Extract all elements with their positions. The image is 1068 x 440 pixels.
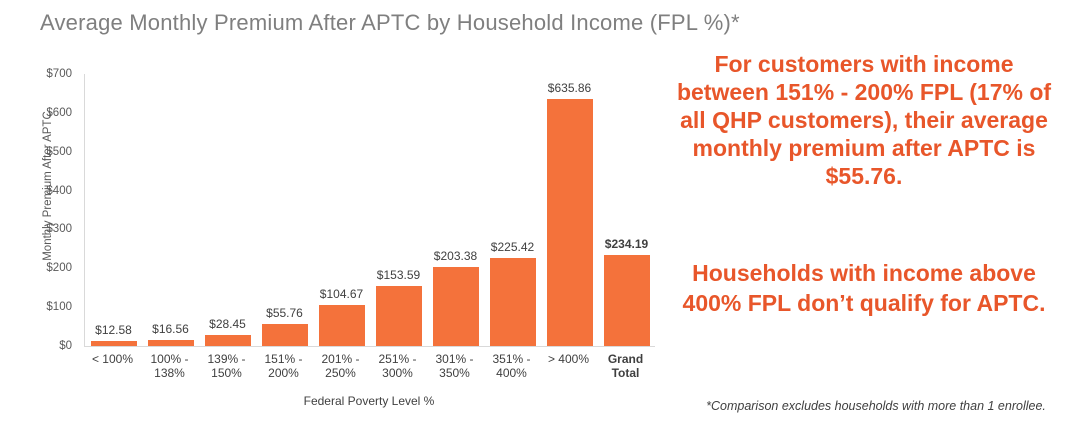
bar-value-label: $16.56 <box>152 321 189 336</box>
bar-column <box>256 74 313 346</box>
y-tick-label: $600 <box>46 106 72 119</box>
callout-secondary: Households with income above 400% FPL don’t qualify for APTC. <box>682 260 1046 316</box>
x-tick-label <box>369 352 426 380</box>
y-axis-title: Monthly Premium After APTC <box>42 111 54 261</box>
y-tick-label: $500 <box>46 145 72 158</box>
bar <box>433 267 479 346</box>
bar <box>148 340 194 346</box>
x-tick-label-line: 300% <box>382 366 413 380</box>
bar-series <box>85 74 655 346</box>
y-tick-label: $400 <box>46 184 72 197</box>
page-title: Average Monthly Premium After APTC by Household Income (FPL %)* <box>40 10 740 35</box>
footnote: *Comparison excludes households with more than 1 enrollee. <box>706 399 1046 413</box>
bar-column <box>427 74 484 346</box>
x-tick-label <box>84 352 141 380</box>
x-tick-label-line: > 400% <box>547 352 590 366</box>
bar-value-label: $635.86 <box>547 80 592 95</box>
y-tick-label: $100 <box>46 301 72 314</box>
bar <box>604 255 650 346</box>
x-tick-label-line: 350% <box>439 366 470 380</box>
bar <box>376 286 422 346</box>
bar-value-label: $28.45 <box>209 316 246 331</box>
x-tick-label <box>141 352 198 380</box>
x-tick-label-line: 200% <box>268 366 299 380</box>
y-tick-label: $0 <box>59 340 72 352</box>
x-tick-label-line: 251% - <box>378 352 417 366</box>
callout-primary: For customers with income between 151% - 200% FPL (17% of all QHP customers), their average monthly premium after APTC is $55.76. <box>676 51 1052 189</box>
bar <box>91 341 137 346</box>
x-tick-label-line: 201% - <box>321 352 360 366</box>
x-tick-label <box>312 352 369 380</box>
bar-value-label: $203.38 <box>433 248 478 263</box>
x-tick-label-line: < 100% <box>91 352 134 366</box>
bar-column <box>370 74 427 346</box>
x-tick-label-line: 301% - <box>435 352 474 366</box>
x-tick-label-line: 138% <box>154 366 185 380</box>
x-tick-label <box>483 352 540 380</box>
y-tick-label: $300 <box>46 223 72 236</box>
bar-value-label: $55.76 <box>266 306 303 321</box>
bar-value-label: $12.58 <box>95 323 132 338</box>
x-tick-label-line: Total <box>611 366 640 380</box>
bar-value-label: $104.67 <box>319 287 364 302</box>
x-tick-label <box>426 352 483 380</box>
bar <box>205 335 251 346</box>
x-tick-label-line: 351% - <box>492 352 531 366</box>
plot-area <box>84 74 655 347</box>
x-tick-label-line: 250% <box>325 366 356 380</box>
x-tick-label-line: 151% - <box>264 352 303 366</box>
bar-column <box>85 74 142 346</box>
x-axis-ticks <box>84 352 654 380</box>
x-tick-label <box>540 352 597 380</box>
bar <box>547 99 593 346</box>
bar-column <box>313 74 370 346</box>
x-tick-label <box>597 352 654 380</box>
x-tick-label-line: 150% <box>211 366 242 380</box>
x-tick-label-line: 400% <box>496 366 527 380</box>
bar-column <box>199 74 256 346</box>
bar-chart <box>10 62 660 412</box>
bar <box>262 324 308 346</box>
x-tick-label-line: 100% - <box>150 352 189 366</box>
x-axis-title: Federal Poverty Level % <box>303 394 435 408</box>
bar-column <box>541 74 598 346</box>
y-axis-ticks <box>10 68 78 352</box>
x-tick-label <box>255 352 312 380</box>
y-tick-label: $200 <box>46 262 72 275</box>
bar-column <box>484 74 541 346</box>
y-tick-label: $700 <box>46 68 72 80</box>
bar-column <box>142 74 199 346</box>
x-tick-label-line: Grand <box>607 352 644 366</box>
bar-value-label: $153.59 <box>376 268 421 283</box>
bar-value-label: $225.42 <box>490 240 535 255</box>
bar <box>490 258 536 346</box>
bar-value-label: $234.19 <box>604 237 649 252</box>
x-tick-label <box>198 352 255 380</box>
bar <box>319 305 365 346</box>
x-tick-label-line: 139% - <box>207 352 246 366</box>
bar-column <box>598 74 655 346</box>
